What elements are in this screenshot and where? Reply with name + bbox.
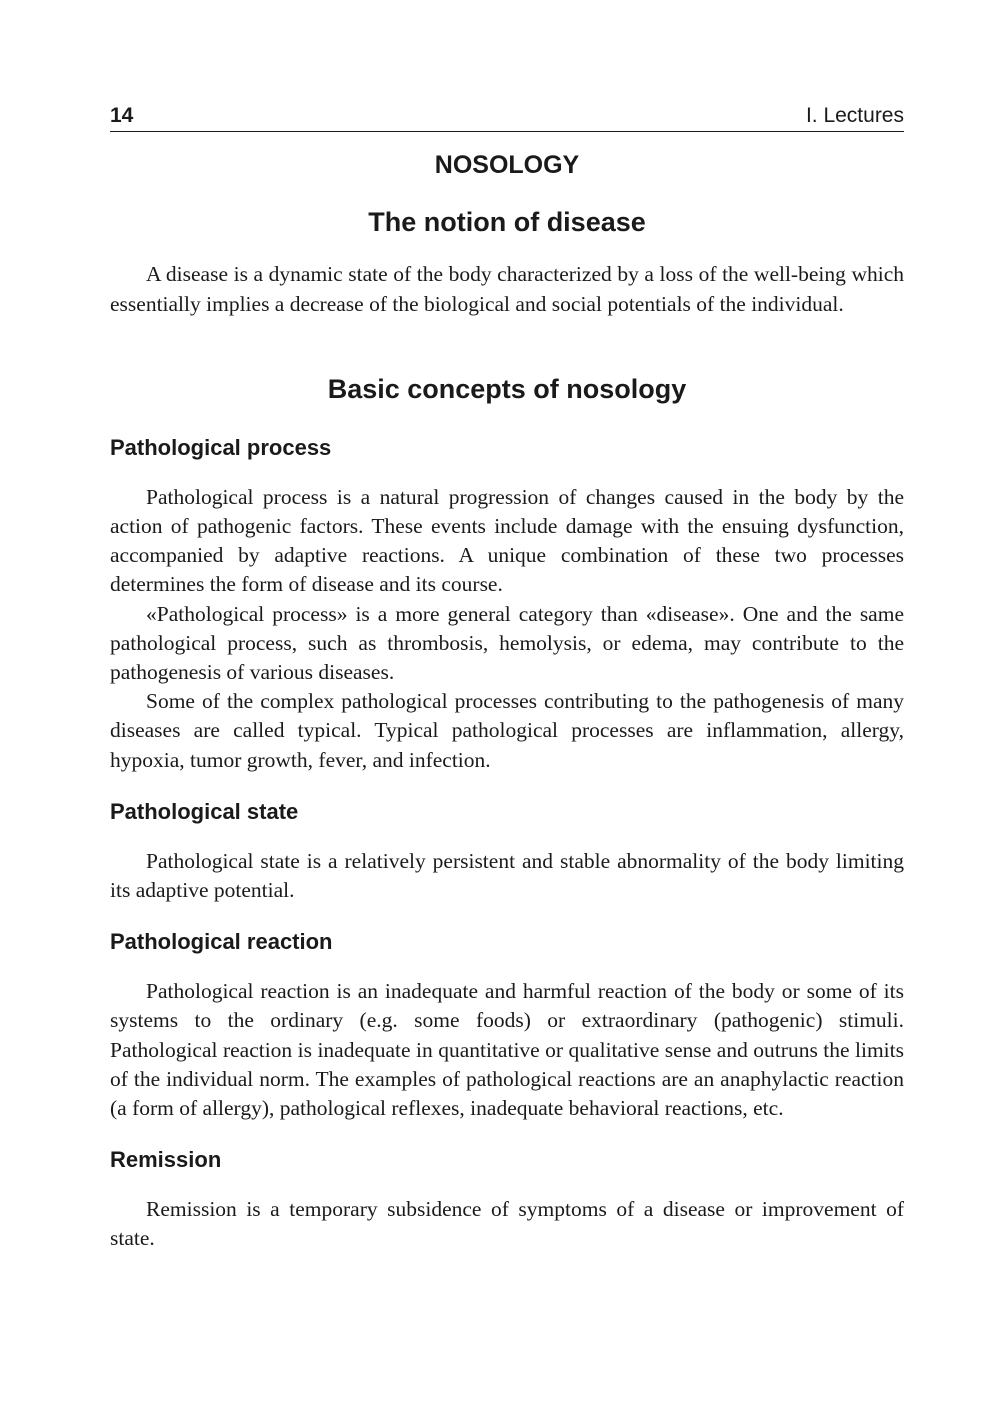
paragraph-pathological-reaction: Pathological reaction is an inadequate and harmful reaction of the body or some of its systems to the ordinary (e.g. some foods) or extraordinary (pathogenic) stimuli. Pathological reaction is inadequate in quantitative or qualitative sense and outruns the limits of the individual norm. The examples of pathological reactions are an anaphylactic reaction (a form of allergy), pathological reflexes, inadequate behavioral reactions, etc. bbox=[110, 979, 904, 1121]
chapter-title: NOSOLOGY bbox=[434, 151, 580, 179]
paragraph-disease-definition: A disease is a dynamic state of the body characterized by a loss of the well-being which essentially implies a decrease of the biological and social potentials of the individual. bbox=[110, 262, 904, 316]
paragraph-pathological-state: Pathological state is a relatively persistent and stable abnormality of the body limiting its adaptive potential. bbox=[110, 848, 904, 903]
subheading-pathological-process: Pathological process bbox=[110, 434, 332, 460]
paragraph-pathological-process-2: «Pathological process» is a more general category than «disease». One and the same pathological process, such as thrombosis, hemolysis, or edema, may contribute to the pathogenesis of various diseases. bbox=[110, 601, 904, 685]
paragraph-remission: Remission is a temporary subsidence of symptoms of a disease or improvement of state. bbox=[110, 1197, 904, 1251]
section-title-notion-of-disease: The notion of disease bbox=[368, 207, 646, 237]
subheading-remission: Remission bbox=[110, 1147, 222, 1173]
paragraph-pathological-process-3: Some of the complex pathological processes contributing to the pathogenesis of many diseases are called typical. Typical pathological processes are inflammation, allergy, hypoxia, tumor growth, fever, and infection. bbox=[110, 689, 904, 772]
running-title: I. Lectures bbox=[805, 104, 904, 127]
page-number: 14 bbox=[110, 104, 134, 127]
subheading-pathological-state: Pathological state bbox=[110, 798, 299, 824]
running-header bbox=[110, 100, 904, 132]
subheading-pathological-reaction: Pathological reaction bbox=[110, 929, 333, 955]
page bbox=[110, 100, 904, 1254]
paragraph-pathological-process-1: Pathological process is a natural progression of changes caused in the body by the action of pathogenic factors. These events include damage with the ensuing dysfunction, accompanied by adaptive reactions. A unique combination of these two processes determines the form of disease and its course. bbox=[110, 484, 904, 597]
section-title-basic-concepts: Basic concepts of nosology bbox=[327, 373, 687, 404]
